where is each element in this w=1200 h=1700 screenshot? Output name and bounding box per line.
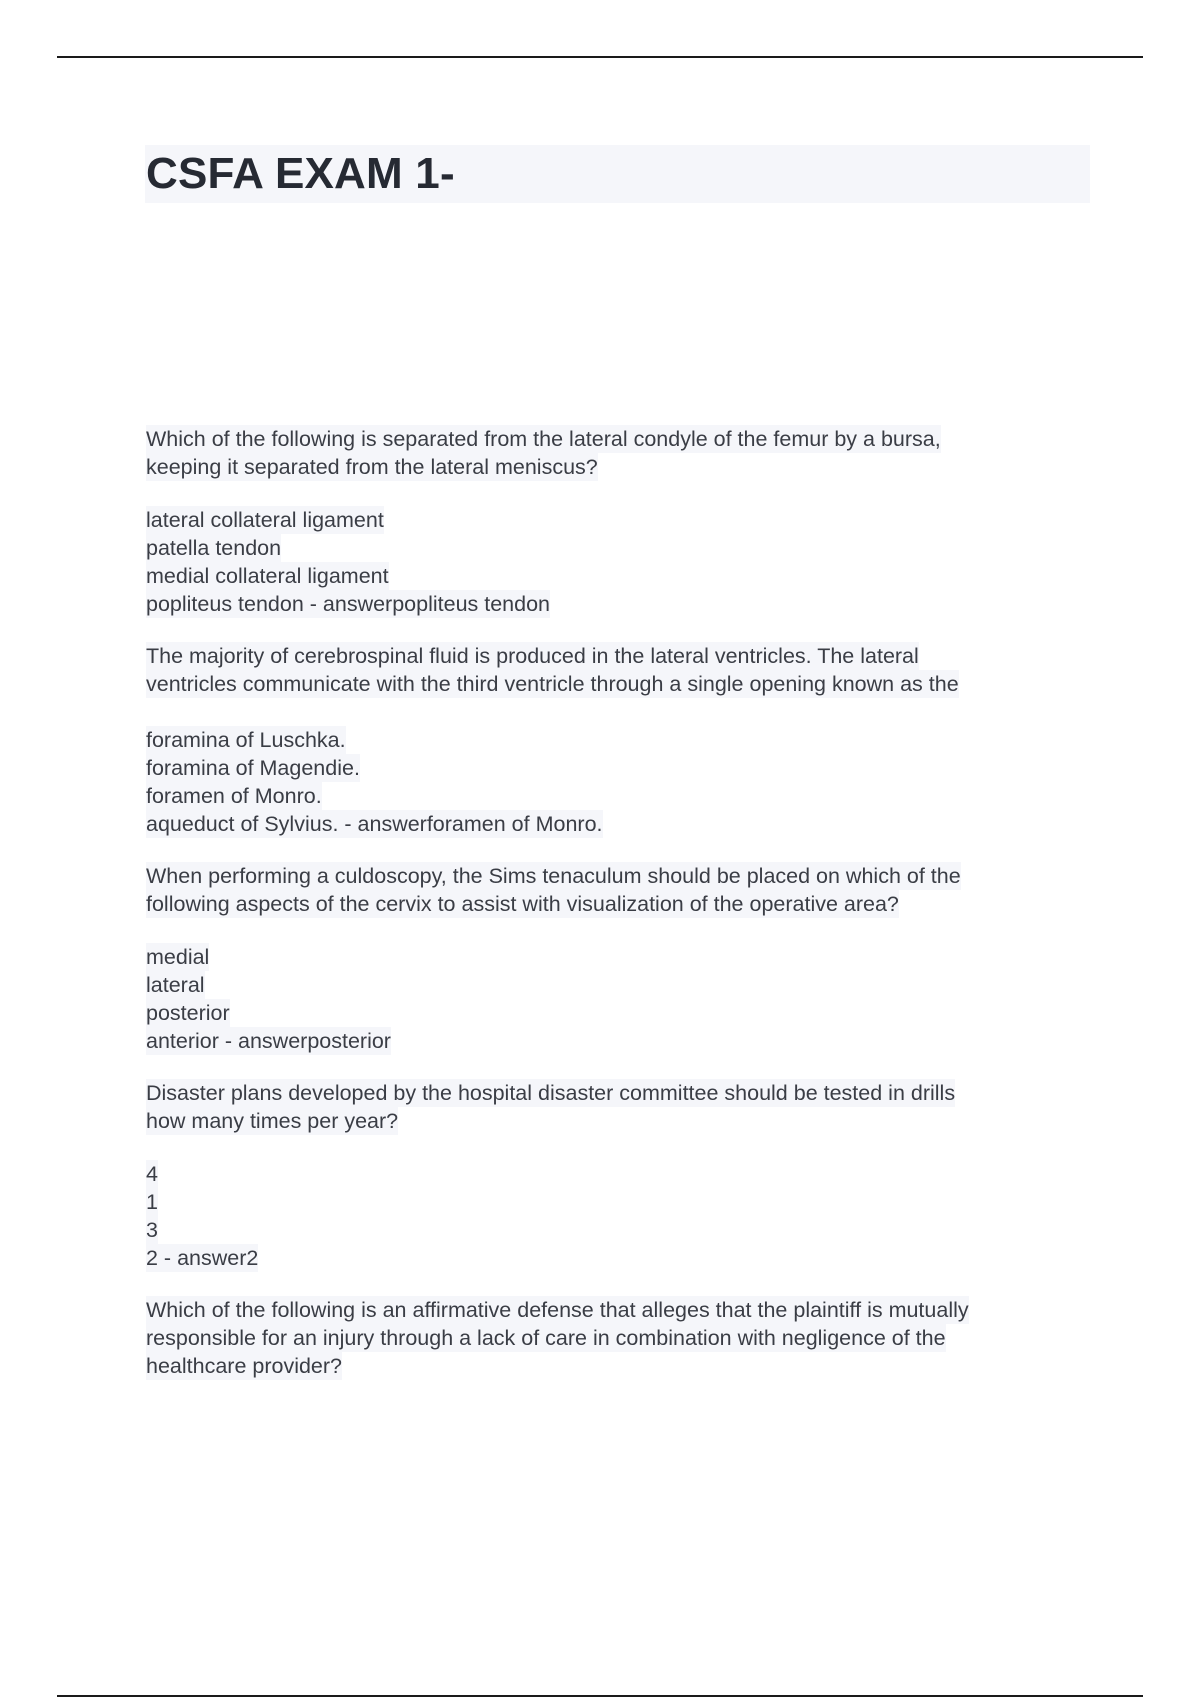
page-title: CSFA EXAM 1- (146, 149, 455, 198)
answer-option: 4 (146, 1162, 158, 1186)
question-text (146, 425, 1096, 481)
answer-options (146, 1160, 1096, 1272)
answer-option: 2 - answer2 (146, 1246, 259, 1270)
answer-option: lateral (146, 973, 205, 997)
question-line: responsible for an injury through a lack of care in combination with negligence of the (146, 1326, 946, 1350)
answer-option: foramina of Luschka. (146, 728, 346, 752)
answer-option: popliteus tendon - answerpopliteus tendon (146, 592, 551, 616)
question-block-3 (146, 862, 1096, 1055)
question-block-5 (146, 1296, 1096, 1380)
answer-option: posterior (146, 1001, 230, 1025)
answer-option: anterior - answerposterior (146, 1029, 391, 1053)
question-line: Disaster plans developed by the hospital disaster committee should be tested in drills (146, 1081, 956, 1105)
answer-option: 1 (146, 1190, 158, 1214)
answer-option: medial (146, 945, 210, 969)
question-line: healthcare provider? (146, 1354, 343, 1378)
answer-options (146, 726, 1096, 838)
answer-option: lateral collateral ligament (146, 508, 384, 532)
question-line: how many times per year? (146, 1109, 399, 1133)
answer-option: 3 (146, 1218, 158, 1242)
question-list (146, 425, 1096, 1405)
answer-options (146, 943, 1096, 1055)
question-line: ventricles communicate with the third ventricle through a single opening known as the (146, 672, 959, 696)
question-line: When performing a culdoscopy, the Sims tenaculum should be placed on which of the (146, 864, 961, 888)
question-text (146, 1296, 1096, 1380)
question-text (146, 642, 1096, 698)
answer-option: medial collateral ligament (146, 564, 389, 588)
question-block-4 (146, 1079, 1096, 1272)
question-block-1 (146, 425, 1096, 618)
question-line: The majority of cerebrospinal fluid is produced in the lateral ventricles. The lateral (146, 644, 919, 668)
question-line: Which of the following is separated from the lateral condyle of the femur by a bursa, (146, 427, 941, 451)
bottom-rule (57, 1695, 1143, 1697)
question-text (146, 1079, 1096, 1135)
question-line: keeping it separated from the lateral meniscus? (146, 455, 598, 479)
answer-option: foramina of Magendie. (146, 756, 360, 780)
answer-options (146, 506, 1096, 618)
answer-option: aqueduct of Sylvius. - answerforamen of Monro. (146, 812, 603, 836)
answer-option: foramen of Monro. (146, 784, 322, 808)
answer-option: patella tendon (146, 536, 282, 560)
question-line: Which of the following is an affirmative defense that alleges that the plaintiff is mutually (146, 1298, 969, 1322)
question-text (146, 862, 1096, 918)
question-line: following aspects of the cervix to assist with visualization of the operative area? (146, 892, 899, 916)
top-rule (57, 56, 1143, 58)
question-block-2 (146, 642, 1096, 838)
